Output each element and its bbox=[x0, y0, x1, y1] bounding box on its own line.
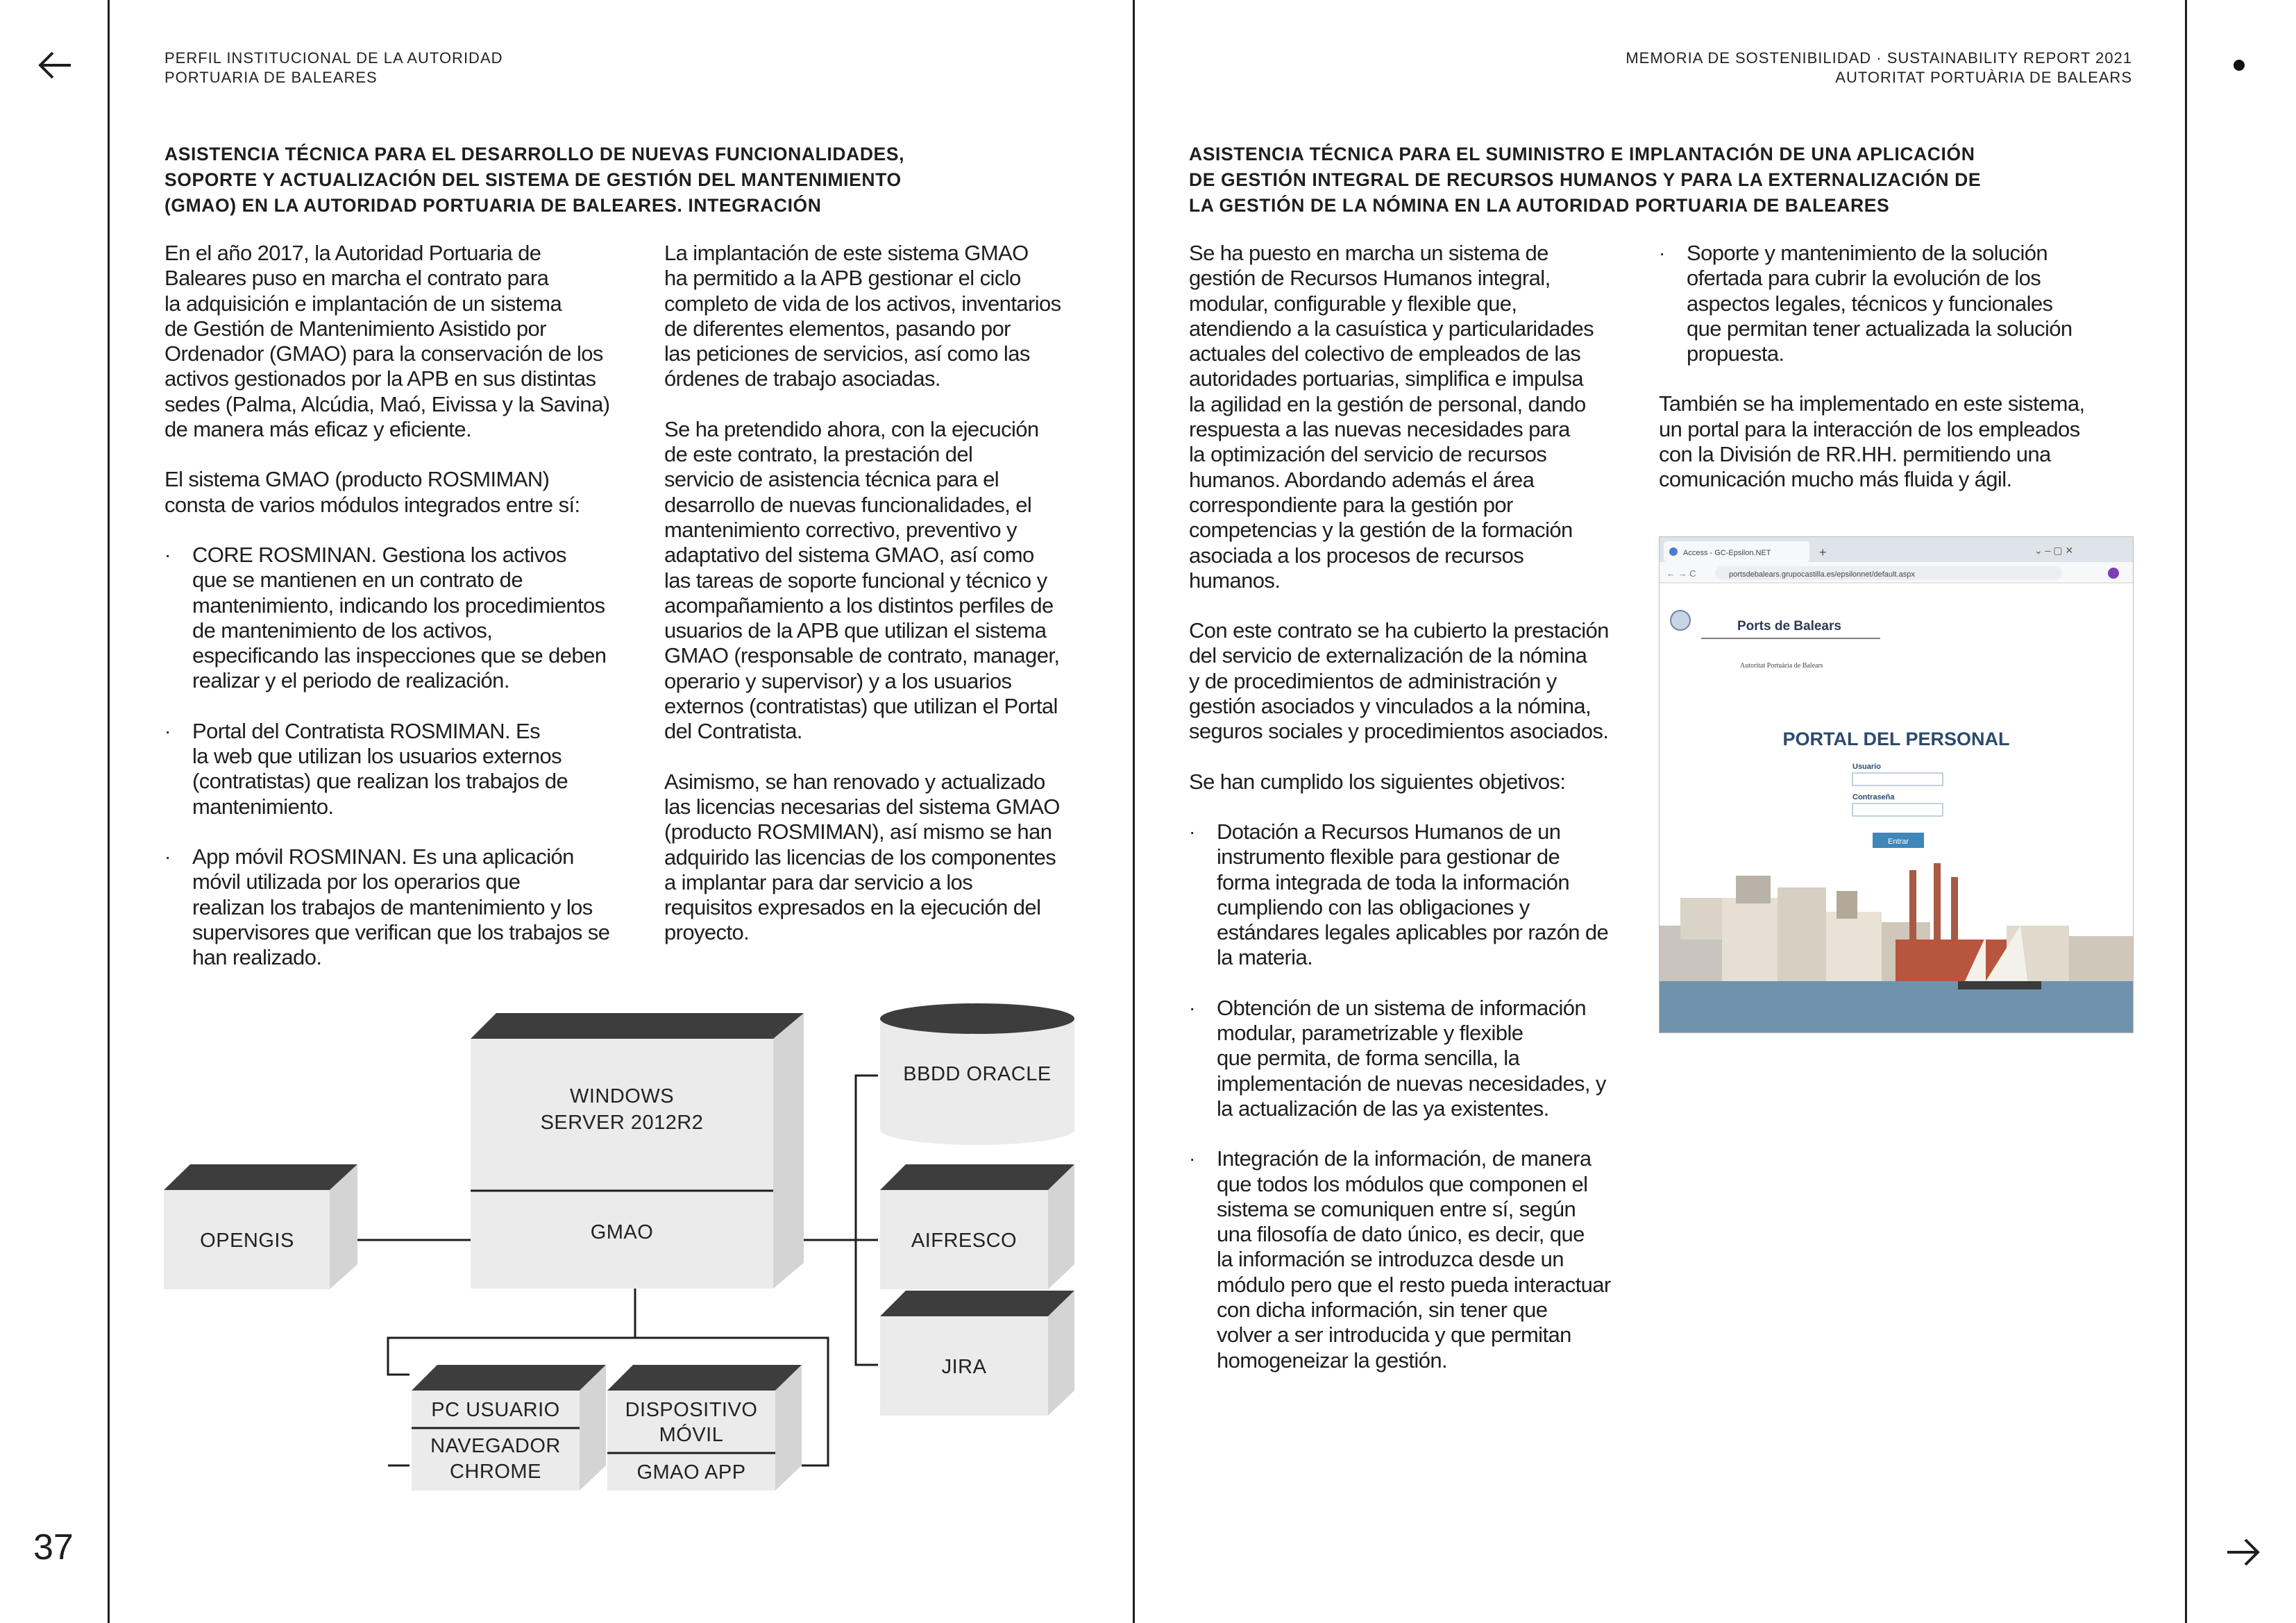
text-line: las tareas de soporte funcional y técnico y bbox=[664, 568, 1047, 593]
text-line: · CORE ROSMINAN. Gestiona los activos bbox=[192, 542, 566, 567]
text-line: la materia. bbox=[1217, 945, 1313, 970]
text-line: cumpliendo con las obligaciones y bbox=[1217, 894, 1530, 919]
text-line: gestión de Recursos Humanos integral, bbox=[1189, 266, 1551, 291]
header-right-line: MEMORIA DE SOSTENIBILIDAD · SUSTAINABILITY REPORT 2021 bbox=[1626, 49, 2132, 67]
nav-buttons-icon: ← → C bbox=[1666, 568, 1696, 579]
ports-logo-icon bbox=[1671, 611, 1690, 630]
page-number: 37 bbox=[33, 1527, 74, 1567]
heading-line: SOPORTE Y ACTUALIZACIÓN DEL SISTEMA DE GESTIÓN DEL MANTENIMIENTO bbox=[164, 169, 902, 190]
login-button-label: Entrar bbox=[1888, 838, 1909, 846]
text-line: realizan los trabajos de mantenimiento y los bbox=[192, 894, 593, 919]
text-line: la actualización de las ya existentes. bbox=[1217, 1096, 1549, 1121]
text-line: propuesta. bbox=[1687, 341, 1784, 366]
heading-line: DE GESTIÓN INTEGRAL DE RECURSOS HUMANOS Y PARA LA EXTERNALIZACIÓN DE bbox=[1189, 169, 1982, 190]
text-line: desarrollo de nuevas funcionalidades, el bbox=[664, 492, 1032, 517]
browser-tab-title: Access - GC-Epsilon.NET bbox=[1683, 549, 1771, 557]
text-line: Con este contrato se ha cubierto la prestación bbox=[1189, 618, 1609, 643]
pc-top-label: PC USUARIO bbox=[431, 1399, 560, 1421]
opengis-box bbox=[164, 1164, 357, 1289]
text-line: modular, parametrizable y flexible bbox=[1217, 1021, 1523, 1046]
right-section-heading bbox=[1189, 142, 1981, 219]
text-line: modular, configurable y flexible que, bbox=[1189, 291, 1517, 316]
text-line: Se ha pretendido ahora, con la ejecución bbox=[664, 416, 1039, 441]
paragraph bbox=[1189, 770, 1640, 794]
jira-box bbox=[880, 1291, 1074, 1416]
text-line: consta de varios módulos integrados entre sí: bbox=[164, 492, 580, 517]
password-input[interactable] bbox=[1852, 804, 1943, 816]
username-label: Usuario bbox=[1852, 763, 1881, 771]
text-line: sistema se comuniquen entre sí, según bbox=[1217, 1196, 1576, 1221]
text-line: (producto ROSMIMAN), así mismo se han bbox=[664, 819, 1052, 844]
text-line: a implantar para dar servicio a los bbox=[664, 869, 973, 894]
text-line: homogeneizar la gestión. bbox=[1217, 1348, 1447, 1373]
spread-gutter-rule bbox=[1133, 0, 1135, 1623]
text-line: El sistema GMAO (producto ROSMIMAN) bbox=[164, 467, 550, 492]
text-line: · App móvil ROSMINAN. Es una aplicación bbox=[192, 844, 574, 869]
text-line: con la División de RR.HH. permitiendo una bbox=[1659, 442, 2051, 467]
portal-title: PORTAL DEL PERSONAL bbox=[1782, 729, 2010, 749]
text-line: con dicha información, sin tener que bbox=[1217, 1297, 1548, 1322]
text-line: servicio de asistencia técnica para el bbox=[664, 467, 999, 492]
text-line: la agilidad en la gestión de personal, dando bbox=[1189, 391, 1586, 416]
mobile-device-box bbox=[607, 1365, 802, 1490]
pc-usuario-box bbox=[412, 1365, 606, 1490]
text-line: que se mantienen en un contrato de bbox=[192, 568, 523, 593]
text-line: En el año 2017, la Autoridad Portuaria de bbox=[164, 241, 541, 265]
new-tab-icon: + bbox=[1819, 545, 1827, 559]
right-column-1 bbox=[1189, 241, 1640, 1398]
text-line: acompañamiento a los distintos perfiles de bbox=[664, 593, 1054, 618]
text-line: Se ha puesto en marcha un sistema de bbox=[1189, 241, 1548, 265]
text-line: un portal para la interacción de los empleados bbox=[1659, 416, 2080, 441]
username-input[interactable] bbox=[1852, 773, 1943, 785]
text-line: de este contrato, la prestación del bbox=[664, 442, 973, 467]
header-left-line: PERFIL INSTITUCIONAL DE LA AUTORIDAD bbox=[164, 49, 503, 67]
text-line: de mantenimiento de los activos, bbox=[192, 618, 493, 643]
text-line: del Contratista. bbox=[664, 719, 802, 744]
text-line: usuarios de la APB que utilizan el sistema bbox=[664, 618, 1047, 643]
text-line: · Soporte y mantenimiento de la solución bbox=[1687, 241, 2048, 265]
menu-dot-icon[interactable] bbox=[2234, 60, 2245, 71]
text-line: completo de vida de los activos, inventarios bbox=[664, 291, 1061, 316]
text-line: la información se introduzca desde un bbox=[1217, 1247, 1564, 1272]
text-line: de Gestión de Mantenimiento Asistido por bbox=[164, 316, 546, 341]
address-bar-url: portsdebalears.grupocastilla.es/epsilonnet/default.aspx bbox=[1729, 570, 1915, 579]
text-line: de diferentes elementos, pasando por bbox=[664, 316, 1011, 341]
text-line: de manera más eficaz y eficiente. bbox=[164, 417, 471, 442]
heading-line: LA GESTIÓN DE LA NÓMINA EN LA AUTORIDAD PORTUARIA DE BALEARES bbox=[1189, 195, 1890, 216]
text-line: órdenes de trabajo asociadas. bbox=[664, 366, 940, 391]
text-line: instrumento flexible para gestionar de bbox=[1217, 844, 1560, 869]
text-line: supervisores que verifican que los trabajos se bbox=[192, 919, 610, 944]
server-top-label-1: WINDOWS bbox=[569, 1085, 675, 1107]
mobile-top-label-2: MÓVIL bbox=[659, 1424, 724, 1446]
text-line: humanos. bbox=[1189, 568, 1281, 593]
right-column-2 bbox=[1659, 241, 2138, 518]
text-line: la optimización del servicio de recursos bbox=[1189, 442, 1547, 467]
text-line: GMAO (responsable de contrato, manager, bbox=[664, 643, 1060, 668]
city-illustration bbox=[1660, 863, 2133, 1033]
paragraph bbox=[1189, 618, 1640, 744]
text-line: · Integración de la información, de manera bbox=[1217, 1146, 1592, 1171]
text-line: actuales del colectivo de empleados de las bbox=[1189, 341, 1581, 366]
server-top-label-2: SERVER 2012R2 bbox=[540, 1112, 704, 1134]
text-line: móvil utilizada por los operarios que bbox=[192, 869, 521, 894]
heading-line: ASISTENCIA TÉCNICA PARA EL DESARROLLO DE NUEVAS FUNCIONALIDADES, bbox=[164, 144, 905, 164]
text-line: la web que utilizan los usuarios externos bbox=[192, 744, 562, 769]
header-right bbox=[1180, 49, 2132, 87]
text-line: adquirido las licencias de los componentes bbox=[664, 844, 1056, 869]
text-line: las peticiones de servicios, así como las bbox=[664, 341, 1030, 366]
brand-subtitle: Autoritat Portuària de Balears bbox=[1740, 662, 1823, 670]
text-line: aspectos legales, técnicos y funcionales bbox=[1687, 291, 2053, 316]
text-line: operario y supervisor) y a los usuarios bbox=[664, 668, 1012, 693]
text-line: activos gestionados por la APB en sus distintas bbox=[164, 366, 596, 391]
architecture-diagram bbox=[0, 0, 1133, 1623]
text-line: adaptativo del sistema GMAO, así como bbox=[664, 543, 1034, 568]
text-line: También se ha implementado en este sistema, bbox=[1659, 391, 2085, 416]
paragraph bbox=[1659, 391, 2138, 492]
text-line: que todos los módulos que componen el bbox=[1217, 1171, 1588, 1196]
mobile-bottom-label: GMAO APP bbox=[636, 1461, 746, 1484]
text-line: · Dotación a Recursos Humanos de un bbox=[1217, 819, 1561, 844]
text-line: autoridades portuarias, simplifica e impulsa bbox=[1189, 366, 1584, 391]
window-controls-icon: ⌄ – ▢ ✕ bbox=[2034, 545, 2074, 556]
bullet-item bbox=[1189, 996, 1640, 1121]
text-line: y de procedimientos de administración y bbox=[1189, 668, 1557, 693]
text-line: requisitos expresados en la ejecución del bbox=[664, 895, 1041, 920]
text-line: del servicio de externalización de la nómina bbox=[1189, 643, 1587, 668]
oracle-label: BBDD ORACLE bbox=[903, 1063, 1052, 1085]
text-line: que permita, de forma sencilla, la bbox=[1217, 1046, 1520, 1071]
text-line: correspondiente para la gestión por bbox=[1189, 492, 1513, 517]
bullet-item bbox=[1189, 819, 1640, 971]
text-line: ofertada para cubrir la evolución de los bbox=[1687, 266, 2041, 291]
brand-name: Ports de Balears bbox=[1737, 619, 1841, 634]
opengis-label: OPENGIS bbox=[200, 1230, 294, 1252]
aifresco-label: AIFRESCO bbox=[911, 1230, 1018, 1252]
text-line: Asimismo, se han renovado y actualizado bbox=[664, 769, 1045, 794]
mobile-top-label-1: DISPOSITIVO bbox=[625, 1399, 758, 1421]
text-line: comunicación mucho más fluida y ágil. bbox=[1659, 467, 2012, 492]
text-line: externos (contratistas) que utilizan el Portal bbox=[664, 694, 1058, 719]
bullet-item bbox=[1189, 1146, 1640, 1373]
text-line: mantenimiento correctivo, preventivo y bbox=[664, 517, 1017, 542]
text-line: las licencias necesarias del sistema GMAO bbox=[664, 794, 1060, 819]
server-box bbox=[471, 1013, 804, 1289]
text-line: proyecto. bbox=[664, 920, 750, 945]
text-line: forma integrada de toda la información bbox=[1217, 869, 1569, 894]
text-line: volver a ser introducida y que permitan bbox=[1217, 1323, 1571, 1348]
text-line: competencias y la gestión de la formación bbox=[1189, 518, 1573, 543]
text-line: que permitan tener actualizada la solución bbox=[1687, 316, 2073, 341]
text-line: realizar y el periodo de realización. bbox=[192, 668, 509, 693]
text-line: mantenimiento, indicando los procedimientos bbox=[192, 593, 605, 618]
forward-arrow-icon[interactable] bbox=[2225, 1537, 2262, 1567]
text-line: ha permitido a la APB gestionar el ciclo bbox=[664, 266, 1021, 291]
text-line: humanos. Abordando además el área bbox=[1189, 467, 1535, 492]
jira-label: JIRA bbox=[941, 1356, 987, 1378]
text-line: Ordenador (GMAO) para la conservación de los bbox=[164, 341, 603, 366]
text-line: sedes (Palma, Alcúdia, Maó, Eivissa y la Savina) bbox=[164, 391, 610, 416]
portal-screenshot-graphic bbox=[1660, 537, 2133, 1033]
heading-line: (GMAO) EN LA AUTORIDAD PORTUARIA DE BALEARES. INTEGRACIÓN bbox=[164, 195, 822, 216]
header-right-line: AUTORITAT PORTUÀRIA DE BALEARS bbox=[1835, 69, 2132, 86]
paragraph bbox=[1189, 241, 1640, 593]
text-line: Se han cumplido los siguientes objetivos: bbox=[1189, 769, 1566, 794]
pc-bottom-label-1: NAVEGADOR bbox=[430, 1435, 561, 1457]
text-line: una filosofía de dato único, es decir, que bbox=[1217, 1222, 1585, 1247]
text-line: seguros sociales y procedimientos asociados. bbox=[1189, 719, 1609, 744]
pc-bottom-label-2: CHROME bbox=[450, 1461, 541, 1483]
right-margin-rule bbox=[2185, 0, 2187, 1623]
text-line: La implantación de este sistema GMAO bbox=[664, 241, 1029, 265]
text-line: mantenimiento. bbox=[192, 794, 334, 819]
text-line: la adquisición e implantación de un sistema bbox=[164, 291, 562, 316]
heading-line: ASISTENCIA TÉCNICA PARA EL SUMINISTRO E IMPLANTACIÓN DE UNA APLICACIÓN bbox=[1189, 144, 1975, 164]
text-line: · Obtención de un sistema de información bbox=[1217, 995, 1587, 1020]
text-line: asociada a los procesos de recursos bbox=[1189, 543, 1524, 568]
bullet-item bbox=[1659, 241, 2138, 366]
text-line: Baleares puso en marcha el contrato para bbox=[164, 266, 549, 291]
profile-avatar-icon bbox=[2108, 568, 2119, 579]
text-line: implementación de nuevas necesidades, y bbox=[1217, 1071, 1606, 1096]
text-line: atendiendo a la casuística y particularidades bbox=[1189, 316, 1594, 341]
text-line: estándares legales aplicables por razón de bbox=[1217, 920, 1609, 945]
text-line: especificando las inspecciones que se deben bbox=[192, 643, 607, 668]
text-line: · Portal del Contratista ROSMIMAN. Es bbox=[192, 718, 540, 743]
text-line: módulo pero que el resto pueda interactuar bbox=[1217, 1272, 1611, 1297]
text-line: (contratistas) que realizan los trabajos de bbox=[192, 769, 568, 794]
oracle-database-box bbox=[880, 1003, 1074, 1145]
portal-screenshot bbox=[1659, 536, 2134, 1033]
header-left-line: PORTUARIA DE BALEARES bbox=[164, 69, 378, 86]
password-label: Contraseña bbox=[1852, 793, 1895, 801]
text-line: respuesta a las nuevas necesidades para bbox=[1189, 417, 1570, 442]
tab-favicon-icon bbox=[1669, 547, 1678, 556]
aifresco-box bbox=[880, 1164, 1074, 1289]
server-bottom-label: GMAO bbox=[590, 1221, 654, 1243]
text-line: han realizado. bbox=[192, 945, 322, 970]
text-line: gestión asociados y vinculados a la nómina, bbox=[1189, 694, 1592, 719]
